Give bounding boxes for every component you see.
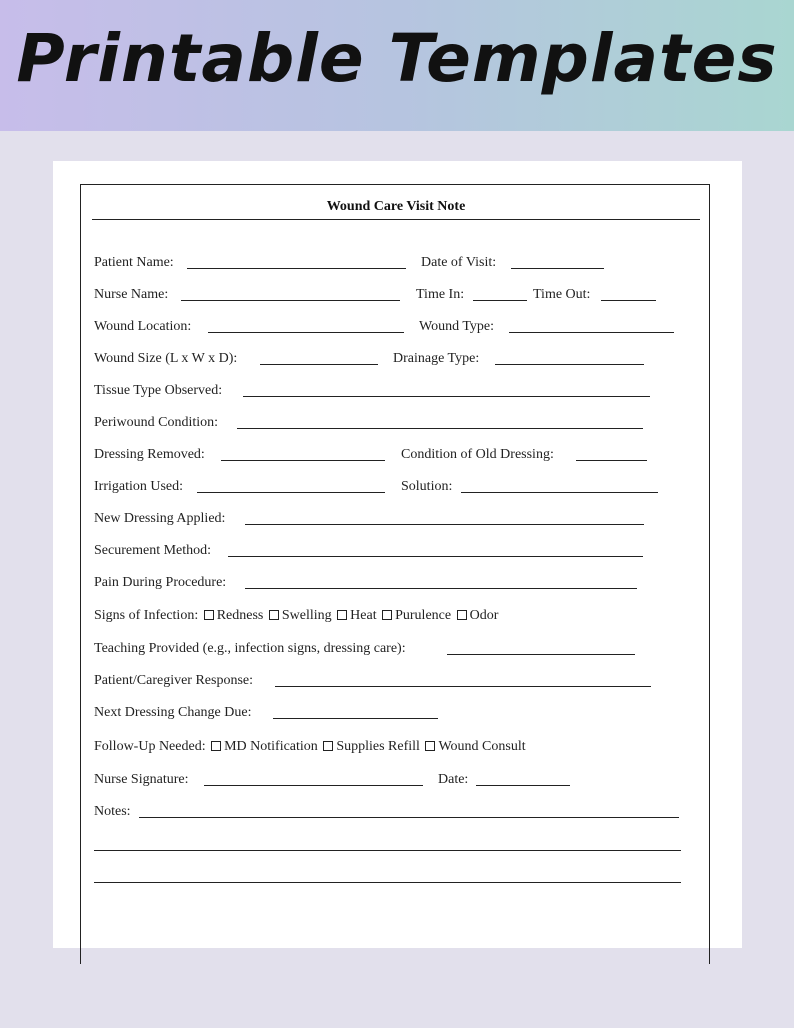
banner-title: Printable Templates	[16, 20, 778, 97]
drainage-type-field[interactable]	[495, 364, 644, 365]
new-dressing-field[interactable]	[245, 524, 644, 525]
wound-location-label: Wound Location:	[94, 319, 192, 334]
row-patient	[94, 254, 694, 274]
irrigation-field[interactable]	[197, 492, 385, 493]
row-followup	[94, 738, 694, 758]
title-rule	[92, 219, 700, 220]
checkbox-odor[interactable]	[457, 610, 467, 620]
old-dressing-label: Condition of Old Dressing:	[401, 447, 554, 462]
periwound-field[interactable]	[237, 428, 643, 429]
option-redness: Redness	[216, 608, 264, 623]
row-wound-location	[94, 318, 694, 338]
wound-location-field[interactable]	[208, 332, 404, 333]
time-in-field[interactable]	[473, 300, 527, 301]
irrigation-label: Irrigation Used:	[94, 479, 184, 494]
old-dressing-field[interactable]	[576, 460, 647, 461]
checkbox-purulence[interactable]	[382, 610, 392, 620]
pain-label: Pain During Procedure:	[94, 575, 227, 590]
date-of-visit-label: Date of Visit:	[421, 255, 497, 270]
checkbox-swelling[interactable]	[269, 610, 279, 620]
drainage-type-label: Drainage Type:	[393, 351, 480, 366]
time-out-field[interactable]	[601, 300, 656, 301]
next-change-label: Next Dressing Change Due:	[94, 705, 252, 720]
row-notes	[94, 803, 694, 823]
infection-label: Signs of Infection:	[94, 608, 199, 623]
row-response	[94, 672, 694, 692]
date-field[interactable]	[476, 785, 570, 786]
response-field[interactable]	[275, 686, 651, 687]
notes-line-3[interactable]	[94, 882, 681, 883]
wound-type-label: Wound Type:	[419, 319, 495, 334]
nurse-name-label: Nurse Name:	[94, 287, 169, 302]
option-purulence: Purulence	[395, 608, 452, 623]
row-wound-size	[94, 350, 694, 370]
date-of-visit-field[interactable]	[511, 268, 604, 269]
banner	[0, 0, 794, 131]
option-md-notification: MD Notification	[224, 739, 318, 754]
time-in-label: Time In:	[416, 287, 465, 302]
row-securement	[94, 542, 694, 562]
option-swelling: Swelling	[281, 608, 332, 623]
wound-type-field[interactable]	[509, 332, 674, 333]
row-periwound	[94, 414, 694, 434]
tissue-type-label: Tissue Type Observed:	[94, 383, 223, 398]
next-change-field[interactable]	[273, 718, 438, 719]
patient-name-label: Patient Name:	[94, 255, 174, 270]
periwound-label: Periwound Condition:	[94, 415, 219, 430]
date-label: Date:	[438, 772, 469, 787]
row-teaching	[94, 640, 694, 660]
new-dressing-label: New Dressing Applied:	[94, 511, 226, 526]
option-supplies-refill: Supplies Refill	[336, 739, 420, 754]
solution-field[interactable]	[461, 492, 658, 493]
securement-label: Securement Method:	[94, 543, 212, 558]
checkbox-heat[interactable]	[337, 610, 347, 620]
form-title: Wound Care Visit Note	[326, 199, 466, 214]
followup-label: Follow-Up Needed:	[94, 739, 206, 754]
row-pain	[94, 574, 694, 594]
notes-line-2[interactable]	[94, 850, 681, 851]
dressing-removed-label: Dressing Removed:	[94, 447, 205, 462]
time-out-label: Time Out:	[533, 287, 591, 302]
tissue-type-field[interactable]	[243, 396, 650, 397]
row-dressing-removed	[94, 446, 694, 466]
row-nurse	[94, 286, 694, 306]
notes-field[interactable]	[139, 817, 679, 818]
notes-label: Notes:	[94, 804, 131, 819]
row-new-dressing	[94, 510, 694, 530]
dressing-removed-field[interactable]	[221, 460, 385, 461]
checkbox-md-notification[interactable]	[211, 741, 221, 751]
pain-field[interactable]	[245, 588, 637, 589]
option-heat: Heat	[350, 608, 377, 623]
solution-label: Solution:	[401, 479, 453, 494]
row-irrigation	[94, 478, 694, 498]
nurse-name-field[interactable]	[181, 300, 400, 301]
option-odor: Odor	[469, 608, 499, 623]
checkbox-wound-consult[interactable]	[425, 741, 435, 751]
teaching-label: Teaching Provided (e.g., infection signs, dressing care):	[94, 641, 406, 656]
signature-field[interactable]	[204, 785, 423, 786]
signature-label: Nurse Signature:	[94, 772, 189, 787]
response-label: Patient/Caregiver Response:	[94, 673, 254, 688]
teaching-field[interactable]	[447, 654, 635, 655]
securement-field[interactable]	[228, 556, 643, 557]
row-signature	[94, 771, 694, 791]
row-tissue-type	[94, 382, 694, 402]
wound-size-label: Wound Size (L x W x D):	[94, 351, 238, 366]
patient-name-field[interactable]	[187, 268, 406, 269]
row-infection	[94, 607, 694, 627]
option-wound-consult: Wound Consult	[438, 739, 526, 754]
checkbox-supplies-refill[interactable]	[323, 741, 333, 751]
checkbox-redness[interactable]	[204, 610, 214, 620]
row-next-change	[94, 704, 694, 724]
wound-size-field[interactable]	[260, 364, 378, 365]
